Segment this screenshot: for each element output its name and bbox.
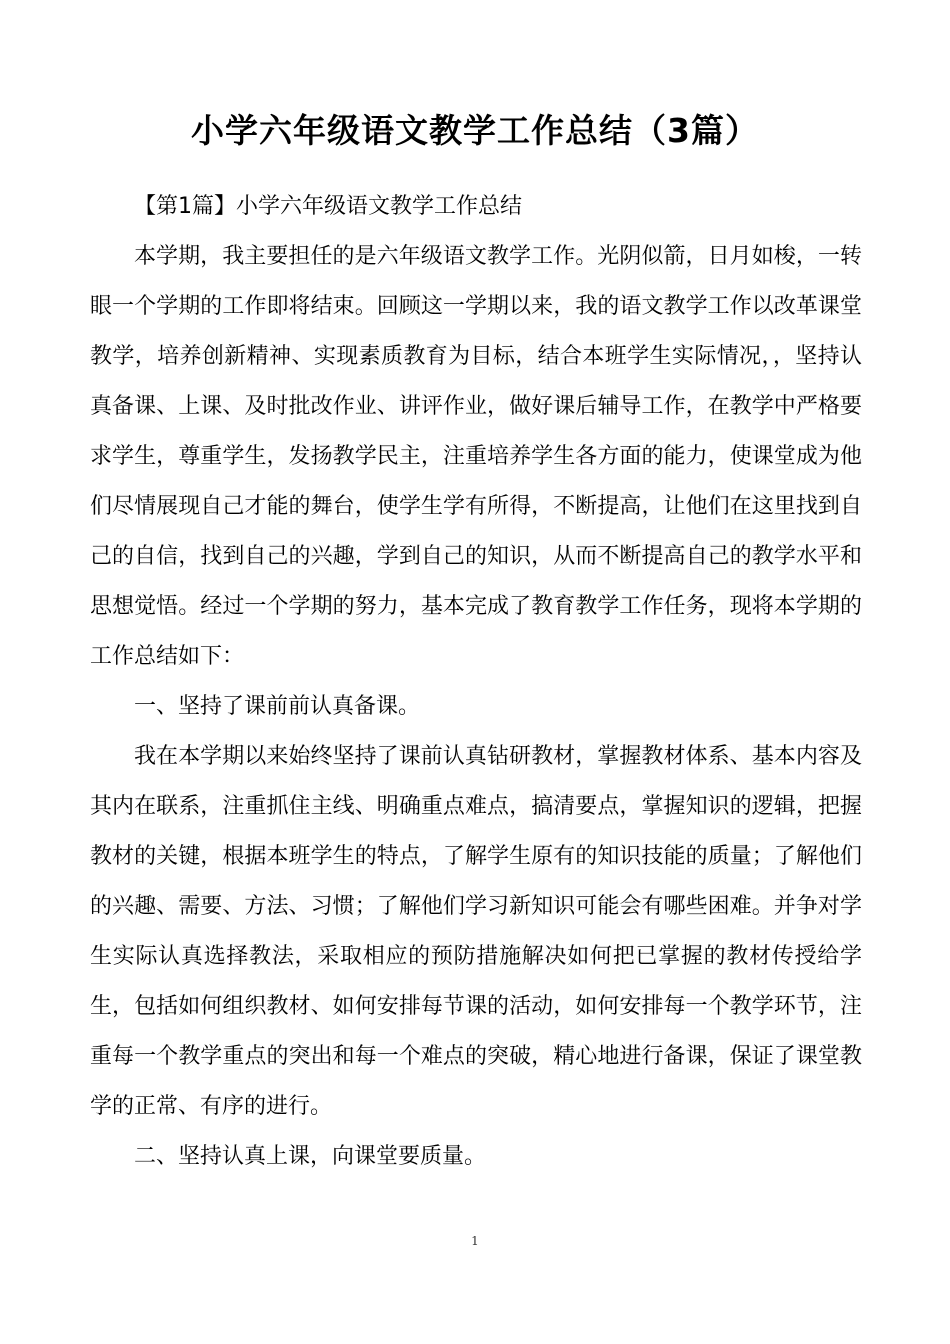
page-number: 1: [471, 1234, 479, 1248]
section-heading-part-1: 【第1篇】小学六年级语文教学工作总结: [134, 194, 522, 219]
document-title: 小学六年级语文教学工作总结（3篇）: [191, 111, 759, 150]
section-1-paragraph: 我在本学期以来始终坚持了课前认真钻研教材，掌握教材体系、基本内容及其内在联系，注重抓住主线、明确重点难点，搞清要点，掌握知识的逻辑，把握教材的关键，根据本班学生的特点，了解学生原有的知识技能的质量；了解他们的兴趣、需要、方法、习惯；了解他们学习新知识可能会有哪些困难。并争对学生实际认真选择教法，采取相应的预防措施解决如何把已掌握的教材传授给学生，包括如何组织教材、如何安排每节课的活动，如何安排每一个教学环节，注重每一个教学重点的突出和每一个难点的突破，精心地进行备课，保证了课堂教学的正常、有序的进行。: [90, 744, 862, 1119]
section-heading-2: 二、坚持认真上课，向课堂要质量。: [134, 1144, 487, 1169]
document-body: [90, 182, 862, 1182]
intro-paragraph: 本学期，我主要担任的是六年级语文教学工作。光阴似箭，日月如梭，一转眼一个学期的工作即将结束。回顾这一学期以来，我的语文教学工作以改革课堂教学，培养创新精神、实现素质教育为目标，结合本班学生实际情况，，坚持认真备课、上课、及时批改作业、讲评作业，做好课后辅导工作，在教学中严格要求学生，尊重学生，发扬教学民主，注重培养学生各方面的能力，使课堂成为他们尽情展现自己才能的舞台，使学生学有所得，不断提高，让他们在这里找到自己的自信，找到自己的兴趣，学到自己的知识，从而不断提高自己的教学水平和思想觉悟。经过一个学期的努力，基本完成了教育教学工作任务，现将本学期的工作总结如下：: [90, 244, 862, 669]
section-heading-1: 一、坚持了课前前认真备课。: [134, 694, 421, 719]
